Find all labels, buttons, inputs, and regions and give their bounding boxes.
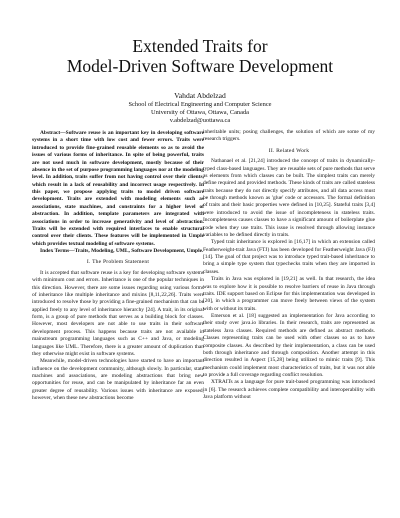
body-paragraph: Traits in Java was explored in [19,21] as well. In that research, the idea was to explore how it is possible to resolve barriers of reuse in Java through traits. IDE support based on Eclipse for this implementation was developed in [20], in which a programmer can move freely between views of the system with or without its traits.: [203, 276, 375, 312]
right-column: [203, 129, 375, 402]
affiliation-university: University of Ottawa, Ottawa, Canada: [151, 109, 249, 116]
left-column: [32, 130, 204, 403]
body-paragraph: inheritable units; posing challenges, the solution of which are some of my research triggers.: [203, 129, 375, 143]
body-paragraph: Meanwhile, model-driven technologies have started to have an important influence on the development community, although slowly. In particular, state machines and associations, are modeling abstractions that bring new opportunities for reuse, and can be manipulated by inheritance far an even greater degree of reusability. Various issues with inheritance are exposed, however, when these new abstractions become: [32, 358, 204, 402]
abstract: Abstract—Software reuse is an important key in developing software systems in a short time with low cost and fewer errors. Traits were introduced to provide fine-grained reusable elements so as to avoid the issues of various forms of inheritance. In spite of being powerful, traits are not used much in software development, mostly because of their absence in the set of purpose programming languages nor at the modeling level. In addition, traits suffer from not having control over their clients, which result in a lack of reusability and incorrect usage respectively. In this paper, we propose applying traits to model driven software development. Traits are extended with modeling elements such as associations, state machines, and constraints for a higher level of abstraction. In addition, template parameters are integrated with associations in order to increase generativity and level of abstraction. Traits will be extended with required interfaces to enable structural control over their clients. These features will be implemented in Umple which provides textual modeling of software systems.: [32, 130, 204, 247]
paper-title-line-2: Model-Driven Software Development: [66, 56, 334, 76]
body-paragraph: It is accepted that software reuse is a key for developing software systems with minimum cost and errors. Inheritance is one of the popular techniques in this direction. However, there are some issues regarding using various forms of inheritance like multiple inheritance and mixins [8,11,22,26]. Traits were introduced to resolve those by providing a fine-grained mechanism that can be applied freely to any level of inheritance hierarchy [24]. A trait, in its original form, is a group of pure methods that serves as a building block for classes. However, most developers are not able to use traits in their software development process. This happens because traits are not available in mainstream programming languages such as C++ and Java, or modeling languages like UML. Therefore, there is a greater amount of duplication than they otherwise might exist in software systems.: [32, 269, 204, 357]
affiliation-school: School of Electrical Engineering and Computer Science: [128, 101, 272, 108]
body-paragraph: Emerson et al. [18] suggested an implementation for Java according to their study over java.io libraries. In their research, traits are represented as stateless Java classes. Required methods are defined as abstract methods. Classes representing traits can be used with other classes so as to have composite classes. As described by their implementation, a class can be used both through inheritance and through composition. Another attempt in this direction resulted in Aspect [15,28] being utilized to mimic traits [9]. This mechanism could implement most characteristics of traits, but it was not able to provide a full coverage regarding conflict resolution.: [203, 313, 375, 379]
index-terms: Index Terms—Traits, Modeling, UML, Software Development, Umple.: [40, 248, 204, 254]
author-email: v.abdelzad@uottawa.ca: [169, 117, 231, 124]
section-heading-problem-statement: I. The Problem Statement: [86, 259, 150, 266]
author-name: Vahdat Abdelzad: [174, 91, 226, 100]
body-paragraph: Nathanael et al. [21,24] introduced the concept of traits in dynamically-typed class-based languages. They are reusable sets of pure methods that serve as elements from which classes can be built. The simplest traits can merely define required and provided methods. These kinds of traits are called stateless traits because they do not directly specify attributes, and all data access must be through methods known as 'glue' code or accessors. The formal definition of traits and their basic properties were defined in [10,25]. Stateful traits [3,4] were introduced to avoid the issue of incompleteness in stateless traits. Incompleteness causes classes to have a significant amount of boilerplate glue code when they use traits. This issue is resolved through allowing instance variables to be defined directly in traits.: [203, 158, 375, 238]
section-heading-related-work: II. Related Work: [268, 147, 310, 154]
paper-title-line-1: Extended Traits for: [132, 36, 268, 56]
body-paragraph: XTRAITs as a language for pure trait-based programming was introduced in [6]. The research achieves complete compatibility and interoperability with Java platform without: [203, 379, 375, 401]
body-paragraph: Typed trait inheritance is explored in [16,17] in which an extension called Featherweight-trait Java (FTJ) has been developed for Featherweight Java (FJ) [14]. The goal of that project was to introduce typed trait-based inheritance to bring a simple type system that typechecks traits when they are imported in classes.: [203, 239, 375, 275]
